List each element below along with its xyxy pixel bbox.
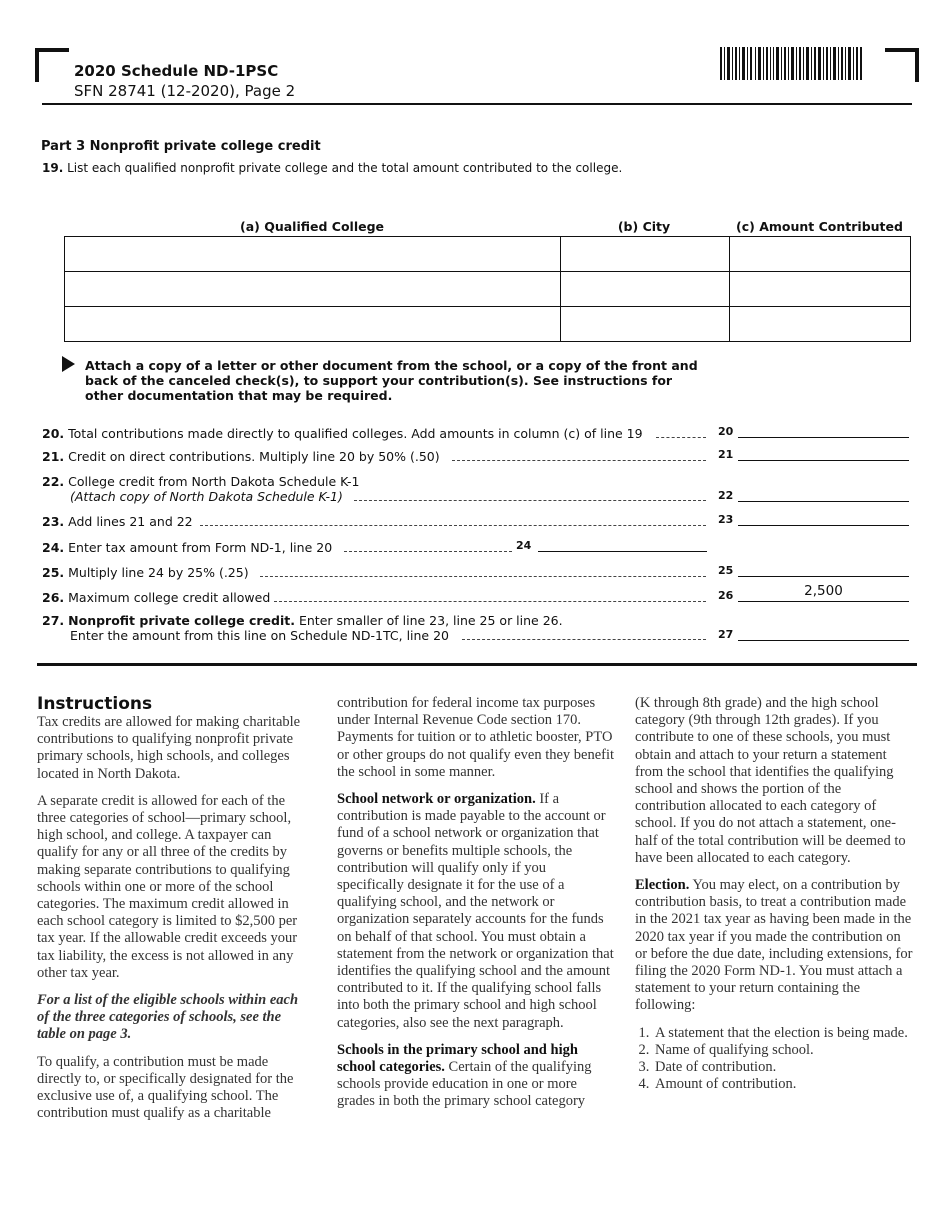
- line-21-field[interactable]: [738, 442, 909, 461]
- section-divider: [37, 663, 917, 666]
- arrow-right-icon: [62, 356, 75, 372]
- line-23-field[interactable]: [738, 507, 909, 526]
- line-20-field[interactable]: [738, 419, 909, 438]
- line-27-note-text: Enter the amount from this line on Schedule ND-1TC, line 20: [70, 628, 450, 643]
- column-header-college: (a) Qualified College: [239, 219, 385, 234]
- corner-mark-left: [35, 48, 69, 82]
- paragraph-text: You may elect, on a contribution by contribution basis, to treat a contribution made in the 2021 tax year as having been made in the 2020 tax year if you made the contribution on or before the due date, including extensions, for filing the 2020 Form ND-1. You must attach a statement to your return containing the following:: [635, 877, 913, 1014]
- paragraph: [337, 1042, 615, 1111]
- line-24-text: Enter tax amount from Form ND-1, line 20: [68, 540, 333, 555]
- column-header-city: (b) City: [617, 219, 671, 234]
- city-cell[interactable]: [561, 272, 730, 307]
- amount-cell[interactable]: [730, 272, 911, 307]
- line-23-number: 23.: [42, 514, 65, 529]
- line-25-box-label: 25: [718, 564, 734, 577]
- line-27: [42, 613, 563, 628]
- line-22: [42, 474, 359, 489]
- line-24-field[interactable]: [538, 533, 707, 552]
- line-20: [42, 426, 643, 441]
- line-26-field: 2,500: [738, 583, 909, 602]
- line-22-box-label: 22: [718, 489, 734, 502]
- line-24-box-label: 24: [516, 539, 532, 552]
- city-cell[interactable]: [561, 237, 730, 272]
- header-rule: [42, 103, 912, 105]
- line-25-field[interactable]: [738, 558, 909, 577]
- paragraph: A separate credit is allowed for each of the three categories of school—primary school, high school, and college. A taxpayer can qualify for any or all three of the credits by making separate contributions to qualifying schools within one or more of the school categories. The maximum credit allowed in each school category is limited to $2,500 per tax year. If the allowable credit exceeds your tax liability, the excess is not allowed in any other tax year.: [37, 792, 298, 981]
- line-20-box-label: 20: [718, 425, 734, 438]
- line-22-text: College credit from North Dakota Schedule K-1: [68, 474, 360, 489]
- line-26: [42, 590, 270, 605]
- paragraph: [635, 877, 913, 1015]
- paragraph: [337, 791, 615, 1032]
- barcode-icon: [720, 47, 862, 80]
- paragraph: Tax credits are allowed for making charitable contributions to qualifying nonprofit private primary schools, high schools, and colleges located in North Dakota.: [37, 714, 301, 782]
- corner-mark-right: [885, 48, 919, 82]
- list-item: 1. A statement that the election is being made.: [653, 1025, 913, 1042]
- line-27-box-label: 27: [718, 628, 734, 641]
- paragraph-heading: Schools in the primary school and high school categories.: [337, 1041, 578, 1076]
- line-26-box-label: 26: [718, 589, 734, 602]
- college-cell[interactable]: [65, 307, 561, 342]
- line-26-number: 26.: [42, 590, 65, 605]
- leader-dots: [274, 601, 706, 602]
- paragraph: contribution for federal income tax purposes under Internal Revenue Code section 170. Payments for tuition or to athletic booster, PTO or other groups do not qualify even they benefit the school in some manner.: [337, 695, 615, 780]
- line-26-text: Maximum college credit allowed: [68, 590, 271, 605]
- line-25-text: Multiply line 24 by 25% (.25): [68, 565, 249, 580]
- college-cell[interactable]: [65, 237, 561, 272]
- amount-cell[interactable]: [730, 307, 911, 342]
- instructions-column-2: [337, 695, 615, 1121]
- table-row: [65, 272, 911, 307]
- line-19: [42, 161, 622, 175]
- line-23-box-label: 23: [718, 513, 734, 526]
- line-27-title: Nonprofit private college credit.: [68, 613, 295, 628]
- paragraph-text: Certain of the qualifying schools provide education in one or more grades in both the primary school category: [337, 1059, 592, 1110]
- leader-dots: [260, 576, 706, 577]
- table-row: [65, 307, 911, 342]
- line-22-number: 22.: [42, 474, 65, 489]
- city-cell[interactable]: [561, 307, 730, 342]
- line-21-text: Credit on direct contributions. Multiply line 20 by 50% (.50): [68, 449, 440, 464]
- paragraph: (K through 8th grade) and the high school category (9th through 12th grades). If you contribute to one of these schools, you must obtain and attach to your return a statement from the school that identifies the qualifying school and shows the portion of the contribution allocated to each category of school. If you do not attach a statement, one-half of the total contribution will be deemed to have been allocated to each category.: [635, 695, 906, 866]
- instructions-heading: Instructions: [37, 694, 153, 714]
- list-item: 2. Name of qualifying school.: [653, 1042, 913, 1059]
- instructions-column-3: [635, 695, 913, 1093]
- line-27-text: Enter smaller of line 23, line 25 or line 26.: [298, 613, 563, 628]
- line-22-note-text: (Attach copy of North Dakota Schedule K-1): [70, 489, 343, 504]
- line-25-number: 25.: [42, 565, 65, 580]
- column-header-amount: (c) Amount Contributed: [736, 219, 903, 234]
- leader-dots: [200, 525, 706, 526]
- line-21: [42, 449, 440, 464]
- line-27-field[interactable]: [738, 622, 909, 641]
- line-21-box-label: 21: [718, 448, 734, 461]
- college-cell[interactable]: [65, 272, 561, 307]
- college-table: [64, 236, 911, 342]
- leader-dots: [462, 639, 706, 640]
- line-19-text: List each qualified nonprofit private college and the total amount contributed to the college.: [67, 161, 623, 175]
- line-22-field[interactable]: [738, 483, 909, 502]
- line-19-number: 19.: [42, 161, 64, 175]
- election-list: [635, 1025, 913, 1094]
- attach-note: Attach a copy of a letter or other document from the school, or a copy of the front and back of the canceled check(s), to support your contribution(s). See instructions for other documentation that may be required.: [85, 358, 698, 403]
- form-title: 2020 Schedule ND-1PSC: [74, 62, 279, 80]
- line-21-number: 21.: [42, 449, 65, 464]
- leader-dots: [452, 460, 706, 461]
- paragraph: To qualify, a contribution must be made directly to, or specifically designated for the exclusive use of, a qualifying school. The contribution must qualify as a charitable: [37, 1053, 294, 1122]
- table-row: [65, 237, 911, 272]
- paragraph-heading: Election.: [635, 877, 690, 894]
- line-24: [42, 540, 332, 555]
- list-item: 4. Amount of contribution.: [653, 1076, 913, 1093]
- line-25: [42, 565, 249, 580]
- line-24-number: 24.: [42, 540, 65, 555]
- line-27-note: [70, 628, 449, 643]
- line-23: [42, 514, 193, 529]
- paragraph-heading: School network or organization.: [337, 791, 536, 808]
- line-20-text: Total contributions made directly to qualified colleges. Add amounts in column (c) of line 19: [68, 426, 643, 441]
- leader-dots: [344, 551, 512, 552]
- line-22-note: [70, 489, 343, 504]
- list-item: 3. Date of contribution.: [653, 1059, 913, 1076]
- line-23-text: Add lines 21 and 22: [68, 514, 193, 529]
- amount-cell[interactable]: [730, 237, 911, 272]
- leader-dots: [656, 437, 706, 438]
- paragraph-emphasis: For a list of the eligible schools within each of the three categories of schools, see the table on page 3.: [37, 992, 299, 1043]
- line-27-number: 27.: [42, 613, 65, 628]
- paragraph-text: If a contribution is made payable to the account or fund of a school network or organization that governs or benefits multiple schools, the contribution will qualify only if you specifically designate it for the use of a qualifying school, and the network or organization separately accounts for the funds on behalf of that school. You must obtain a statement from the network or organization that identifies the qualifying school and the amount contributed to it. If the qualifying school falls into both the primary school and high school categories, also see the next paragraph.: [337, 791, 614, 1031]
- line-20-number: 20.: [42, 426, 65, 441]
- leader-dots: [354, 500, 706, 501]
- part3-title: Part 3 Nonprofit private college credit: [41, 139, 321, 154]
- instructions-column-1: [37, 714, 312, 1132]
- form-subtitle: SFN 28741 (12-2020), Page 2: [74, 82, 296, 100]
